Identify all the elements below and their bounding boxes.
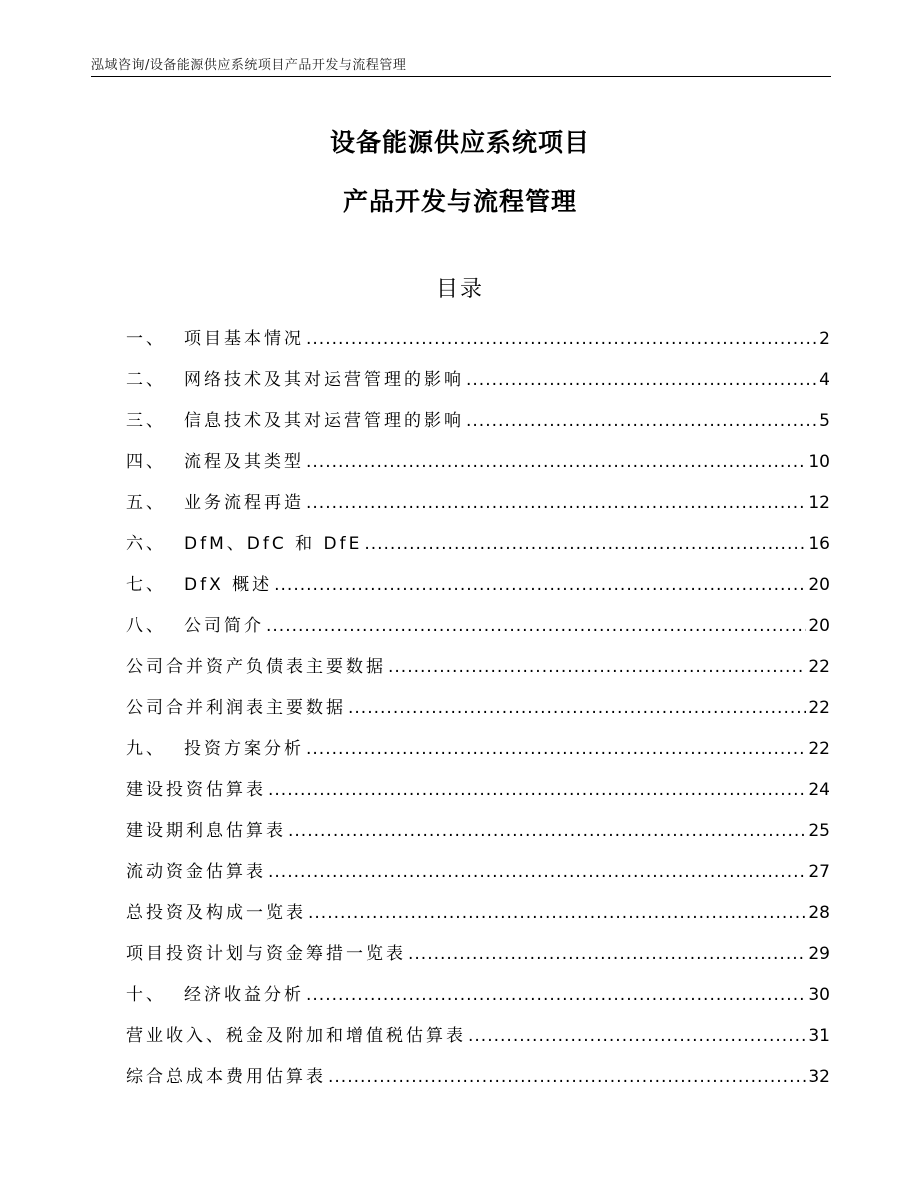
toc-dot-leader — [288, 818, 806, 844]
toc-entry-number: 二、 — [126, 370, 166, 390]
toc-dot-leader — [364, 531, 806, 557]
toc-entry-page: 22 — [808, 739, 830, 759]
toc-entry[interactable] — [126, 775, 830, 816]
toc-entry-title: 流程及其类型 — [184, 452, 304, 472]
toc-entry-title: 流动资金估算表 — [126, 862, 266, 882]
document-title-line-1: 设备能源供应系统项目 — [329, 128, 590, 157]
toc-entry[interactable] — [126, 611, 830, 652]
toc-entry[interactable] — [126, 529, 830, 570]
toc-entry-title: 公司合并利润表主要数据 — [126, 698, 346, 718]
toc-dot-leader — [408, 941, 806, 967]
toc-dot-leader — [268, 777, 806, 803]
toc-dot-leader — [466, 408, 817, 434]
toc-dot-leader — [306, 490, 806, 516]
toc-entry-title: 总投资及构成一览表 — [126, 903, 306, 923]
toc-entry[interactable] — [126, 570, 830, 611]
toc-entry-title: DfM、DfC 和 DfE — [184, 534, 363, 554]
toc-entry[interactable] — [126, 1062, 830, 1103]
toc-entry-page: 25 — [808, 821, 830, 841]
toc-entry[interactable] — [126, 980, 830, 1021]
header-divider — [91, 76, 831, 77]
toc-entry[interactable] — [126, 324, 830, 365]
toc-dot-leader — [388, 654, 806, 680]
toc-entry-number: 一、 — [126, 329, 166, 349]
toc-entry-page: 20 — [808, 616, 830, 636]
toc-entry-title: 项目投资计划与资金筹措一览表 — [126, 944, 406, 964]
toc-entry-title: 公司合并资产负债表主要数据 — [126, 657, 386, 677]
toc-entry-title: 综合总成本费用估算表 — [126, 1067, 326, 1087]
toc-entry[interactable] — [126, 898, 830, 939]
toc-dot-leader — [306, 449, 806, 475]
toc-entry-page: 27 — [808, 862, 830, 882]
toc-entry-page: 22 — [808, 657, 830, 677]
toc-entry[interactable] — [126, 406, 830, 447]
toc-dot-leader — [308, 900, 806, 926]
toc-entry-page: 12 — [808, 493, 830, 513]
toc-entry-page: 16 — [808, 534, 830, 554]
toc-entry[interactable] — [126, 734, 830, 775]
toc-entry[interactable] — [126, 447, 830, 488]
toc-entry[interactable] — [126, 939, 830, 980]
toc-entry[interactable] — [126, 652, 830, 693]
toc-dot-leader — [306, 326, 817, 352]
toc-entry-title: DfX 概述 — [184, 575, 273, 595]
toc-entry-page: 30 — [808, 985, 830, 1005]
toc-entry-title: 公司简介 — [184, 616, 264, 636]
toc-entry-number: 十、 — [126, 985, 166, 1005]
toc-entry-title: 经济收益分析 — [184, 985, 304, 1005]
toc-dot-leader — [268, 859, 806, 885]
toc-entry-page: 29 — [808, 944, 830, 964]
toc-entry-title: 信息技术及其对运营管理的影响 — [184, 411, 464, 431]
toc-entry-number: 三、 — [126, 411, 166, 431]
toc-dot-leader — [306, 736, 806, 762]
toc-entry-number: 八、 — [126, 616, 166, 636]
toc-dot-leader — [274, 572, 806, 598]
toc-heading: 目录 — [435, 277, 484, 302]
toc-entry[interactable] — [126, 365, 830, 406]
toc-dot-leader — [348, 695, 806, 721]
toc-entry-title: 建设期利息估算表 — [126, 821, 286, 841]
toc-dot-leader — [468, 1023, 806, 1049]
toc-dot-leader — [328, 1064, 806, 1090]
toc-entry[interactable] — [126, 693, 830, 734]
toc-entry[interactable] — [126, 488, 830, 529]
toc-dot-leader — [266, 613, 806, 639]
toc-entry-page: 22 — [808, 698, 830, 718]
toc-entry-number: 九、 — [126, 739, 166, 759]
toc-entry-title: 建设投资估算表 — [126, 780, 266, 800]
toc-entry-page: 5 — [819, 411, 830, 431]
toc-entry-page: 31 — [808, 1026, 830, 1046]
toc-entry[interactable] — [126, 816, 830, 857]
toc-entry-page: 20 — [808, 575, 830, 595]
toc-entry-page: 4 — [819, 370, 830, 390]
toc-entry[interactable] — [126, 857, 830, 898]
toc-entry-number: 六、 — [126, 534, 166, 554]
document-title-line-2: 产品开发与流程管理 — [342, 187, 577, 216]
table-of-contents — [126, 324, 830, 1103]
toc-entry-title: 营业收入、税金及附加和增值税估算表 — [126, 1026, 466, 1046]
toc-entry[interactable] — [126, 1021, 830, 1062]
toc-entry-page: 2 — [819, 329, 830, 349]
toc-entry-number: 四、 — [126, 452, 166, 472]
toc-entry-page: 28 — [808, 903, 830, 923]
toc-entry-title: 网络技术及其对运营管理的影响 — [184, 370, 464, 390]
running-header: 泓域咨询/设备能源供应系统项目产品开发与流程管理 — [91, 58, 407, 73]
toc-dot-leader — [466, 367, 817, 393]
toc-entry-number: 五、 — [126, 493, 166, 513]
toc-entry-title: 项目基本情况 — [184, 329, 304, 349]
toc-entry-title: 业务流程再造 — [184, 493, 304, 513]
toc-entry-page: 32 — [808, 1067, 830, 1087]
toc-entry-page: 10 — [808, 452, 830, 472]
toc-entry-page: 24 — [808, 780, 830, 800]
toc-dot-leader — [306, 982, 806, 1008]
toc-entry-number: 七、 — [126, 575, 166, 595]
toc-entry-title: 投资方案分析 — [184, 739, 304, 759]
